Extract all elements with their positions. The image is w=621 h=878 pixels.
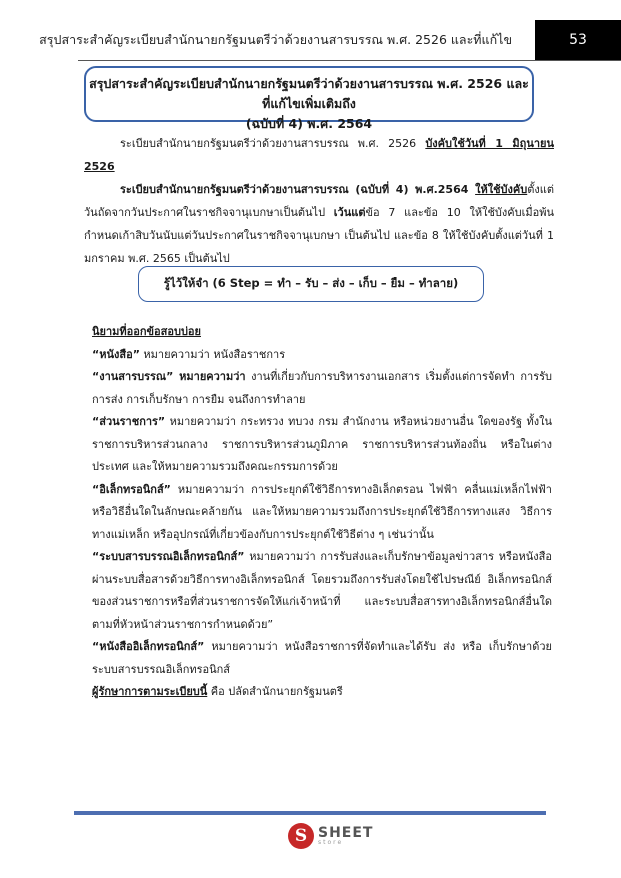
definition-text: หมายความว่า หนังสือราชการที่จัดทำและได้รับ ส่ง หรือ เก็บรักษาด้วยระบบสารบรรณอิเล็กทรอนิกส์ <box>92 640 552 676</box>
intro-paragraph-2 <box>84 178 554 270</box>
definition-term: “อิเล็กทรอนิกส์” <box>92 482 171 496</box>
logo-subtext: store <box>318 839 344 846</box>
intro-p2-except: เว้นแต่ <box>333 206 366 219</box>
remember-text: รู้ไว้ให้จำ (6 Step = ทำ – รับ – ส่ง – เก็บ – ยืม – ทำลาย) <box>163 276 459 290</box>
definition-text: หมายความว่า กระทรวง ทบวง กรม สำนักงาน หรือหน่วยงานอื่น ใดของรัฐ ทั้งในราชการบริหารส่วนกลาง ราชการบริหารส่วนภูมิภาค ราชการบริหารส่วนท้องถิ่น หรือในต่างประเทศ และให้หมายความรวมถึงคณะกรรมการด้วย <box>92 415 552 473</box>
footer-divider <box>74 811 546 815</box>
definition-term: “หนังสืออิเล็กทรอนิกส์” <box>92 640 205 653</box>
definition-text: หมายความว่า การประยุกต์ใช้วิธีการทางอิเล็กตรอน ไฟฟ้า คลื่นแม่เหล็กไฟฟ้าหรือวิธีอื่นใดในลักษณะคล้ายกัน และให้หมายความรวมถึงการประยุกต์ใช้วิธีการทางแสง วิธีการ ทางแม่เหล็ก หรืออุปกรณ์ที่เกี่ยวข้องกับการประยุกต์ใช้วิธีต่าง ๆ เช่นว่านั้น <box>92 482 552 541</box>
enforcer-label: ผู้รักษาการตามระเบียบนี้ <box>92 685 208 698</box>
definition-text: หมายความว่า การรับส่งและเก็บรักษาข้อมูลข่าวสาร หรือหนังสือผ่านระบบสื่อสารด้วยวิธีการทางอิเล็กทรอนิกส์ โดยรวมถึงการรับส่งโดยใช้ไปรษณีย์ อิเล็กทรอนิกส์ของส่วนราชการหรือที่ส่วนราชการจัดให้แก่เจ้าหน้าที่ และระบบสื่อสารทางอิเล็กทรอนิกส์อื่นใด ตามที่หัวหน้าส่วนราชการกำหนดด้วย” <box>92 550 552 631</box>
header-divider <box>78 60 621 61</box>
intro-paragraph-1 <box>84 132 554 178</box>
running-header: สรุปสาระสำคัญระเบียบสำนักนายกรัฐมนตรีว่าด้วยงานสารบรรณ พ.ศ. 2526 และที่แก้ไข <box>39 32 512 47</box>
definitions-heading: นิยามที่ออกข้อสอบบ่อย <box>92 325 201 338</box>
definition-term: “ระบบสารบรรณอิเล็กทรอนิกส์” <box>92 550 245 563</box>
logo-word: SHEET <box>318 825 374 841</box>
remember-box <box>138 266 484 302</box>
definition-text: งานที่เกี่ยวกับการบริหารงานเอกสาร เริ่มตั้งแต่การจัดทำ การรับ การส่ง การเก็บรักษา การยืม จนถึงการทำลาย <box>92 370 552 406</box>
definition-item <box>92 366 552 411</box>
title-box <box>84 66 534 131</box>
definition-term: “งานสารบรรณ” หมายความว่า <box>92 370 246 383</box>
page-number: 53 <box>535 20 621 60</box>
intro-p2-regulation: ระเบียบสำนักนายกรัฐมนตรีว่าด้วยงานสารบรรณ (ฉบับที่ 4) พ.ศ.2564 <box>120 183 476 196</box>
logo-icon: S <box>288 823 314 849</box>
title-line-2: (ฉบับที่ 4) พ.ศ. 2564 <box>245 116 373 131</box>
title-line-1: สรุปสาระสำคัญระเบียบสำนักนายกรัฐมนตรีว่าด้วยงานสารบรรณ พ.ศ. 2526 และที่แก้ไขเพิ่มเติมถึง <box>89 76 529 111</box>
logo-wordmark <box>318 826 373 846</box>
definition-item <box>92 546 552 636</box>
definition-term: “ส่วนราชการ” <box>92 415 166 428</box>
definition-item <box>92 411 552 479</box>
sheet-store-logo <box>288 822 373 850</box>
enforcer-text: คือ ปลัดสำนักนายกรัฐมนตรี <box>207 685 343 698</box>
definition-text: หมายความว่า หนังสือราชการ <box>139 347 286 361</box>
definition-item <box>92 479 552 547</box>
intro-p2-text: ตั้งแต่วันถัดจากวันประกาศในราชกิจจานุเบกษาเป็นต้นไป <box>84 183 554 219</box>
intro-p1-effective-date: บังคับใช้วันที่ 1 มิถุนายน 2526 <box>84 137 554 173</box>
enforcer-line <box>92 681 552 704</box>
definition-term: “หนังสือ” <box>92 347 140 361</box>
definitions-section <box>92 321 552 704</box>
intro-p1-text: ระเบียบสำนักนายกรัฐมนตรีว่าด้วยงานสารบรรณ พ.ศ. 2526 <box>120 137 426 150</box>
intro-section <box>84 132 554 270</box>
intro-p2-text-2: ข้อ 7 และข้อ 10 ให้ใช้บังคับเมื่อพ้นกำหนดเก้าสิบวันนับแต่วันประกาศในราชกิจจานุเบกษา เป็นต้นไป และข้อ 8 ให้ใช้บังคับตั้งแต่วันที่ 1 มกราคม พ.ศ. 2565 เป็นต้นไป <box>84 206 554 265</box>
definition-item <box>92 636 552 681</box>
intro-p2-enforce: ให้ใช้บังคับ <box>475 183 528 196</box>
definition-item <box>92 344 552 367</box>
